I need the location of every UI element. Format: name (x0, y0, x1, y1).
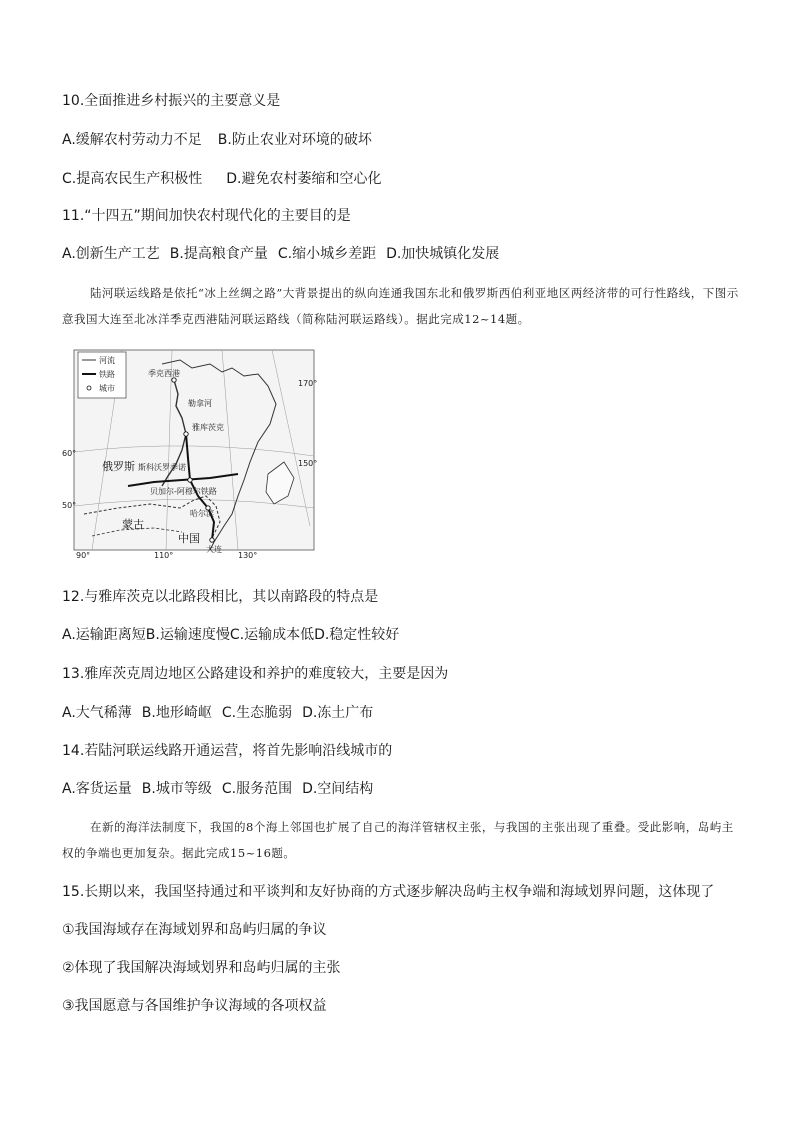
q10-options-row2 (62, 170, 381, 188)
label-lon-170: 170° (298, 379, 318, 388)
q10-options-row1 (62, 131, 372, 149)
q14-stem: 14.若陆河联运线路开通运营，将首先影响沿线城市的 (62, 743, 393, 759)
q12-option-b: B.运输速度慢 (145, 627, 230, 643)
label-lon-150: 150° (298, 459, 318, 468)
passage1-text: 陆河联运线路是依托“冰上丝绸之路”大背景提出的纵向连通我国东北和俄罗斯西伯利亚地区两经济带的可行性路线，下图示意我国大连至北冰洋季克西港陆河联运路线（简称陆河联运路线）。据此完成12~14题。 (62, 286, 739, 326)
passage2-text: 在新的海洋法制度下，我国的8个海上邻国也扩展了自己的海洋管辖权主张，与我国的主张出现了重叠。受此影响，岛屿主权的争端也更加复杂。据此完成15~16题。 (62, 820, 734, 860)
q13-stem: 13.雅库茨克周边地区公路建设和养护的难度较大，主要是因为 (62, 666, 449, 682)
q11-option-a: A.创新生产工艺 (62, 246, 160, 262)
q15-item-3: ③我国愿意与各国维护争议海域的各项权益 (62, 998, 327, 1014)
label-harbin: 哈尔滨 (190, 509, 214, 518)
q11-stem: 11.“十四五”期间加快农村现代化的主要目的是 (62, 208, 351, 224)
q15-item-1: ①我国海域存在海域划界和岛屿归属的争议 (62, 922, 327, 938)
label-skovorodino: 斯科沃罗季诺 (138, 463, 186, 472)
q10-stem: 10.全面推进乡村振兴的主要意义是 (62, 93, 281, 109)
q11-option-c: C.缩小城乡差距 (277, 246, 377, 262)
q14-option-d: D.空间结构 (302, 781, 374, 797)
label-yakutsk: 雅库茨克 (192, 423, 224, 432)
q15-item-2: ②体现了我国解决海域划界和岛屿归属的主张 (62, 960, 341, 976)
legend-river: 河流 (99, 356, 115, 365)
q10-option-a: A.缓解农村劳动力不足 (62, 132, 202, 148)
city-dot-skovorodino (188, 478, 192, 482)
legend-city: 城市 (99, 384, 115, 393)
label-lat-50: 50° (62, 501, 77, 510)
q14-options (62, 780, 373, 798)
label-lat-60: 60° (62, 449, 77, 458)
q11-option-d: D.加快城镇化发展 (386, 246, 500, 262)
q14-option-b: B.城市等级 (141, 781, 212, 797)
route-map-svg (62, 346, 322, 560)
label-lon-110: 110° (154, 551, 174, 560)
legend-rail: 铁路 (99, 370, 115, 379)
label-river: 勒拿河 (188, 399, 212, 408)
q14-option-a: A.客货运量 (62, 781, 132, 797)
label-dalian: 大连 (206, 545, 222, 554)
q13-option-a: A.大气稀薄 (62, 705, 132, 721)
q12-stem: 12.与雅库茨克以北路段相比，其以南路段的特点是 (62, 589, 379, 605)
q12-options (62, 626, 399, 644)
q11-options (62, 245, 499, 263)
label-china: 中国 (178, 532, 200, 545)
city-dot-port (172, 378, 176, 382)
q12-option-a: A.运输距离短 (62, 627, 146, 643)
route-map (62, 346, 322, 560)
q13-option-c: C.生态脆弱 (221, 705, 293, 721)
passage-maritime-law (62, 814, 742, 866)
q14-option-c: C.服务范围 (221, 781, 293, 797)
label-lon-130: 130° (238, 551, 258, 560)
label-mongolia: 蒙古 (122, 518, 144, 531)
label-russia: 俄罗斯 (102, 460, 135, 473)
q13-option-b: B.地形崎岖 (141, 705, 212, 721)
q10-option-d: D.避免农村萎缩和空心化 (226, 171, 382, 187)
passage-land-river-route (62, 280, 742, 332)
city-dot-yakutsk (184, 432, 188, 436)
label-lon-90: 90° (76, 551, 91, 560)
q13-option-d: D.冻土广布 (302, 705, 374, 721)
label-railway: 贝加尔-阿穆尔铁路 (150, 487, 217, 496)
q10-option-b: B.防止农业对环境的破坏 (217, 132, 372, 148)
q12-option-d: D.稳定性较好 (314, 627, 400, 643)
city-dot-dalian (210, 538, 214, 542)
label-port: 季克西港 (148, 369, 180, 378)
q11-option-b: B.提高粮食产量 (169, 246, 268, 262)
q10-option-c: C.提高农民生产积极性 (62, 171, 203, 187)
q12-option-c: C.运输成本低 (229, 627, 315, 643)
q13-options (62, 704, 373, 722)
q15-stem: 15.长期以来，我国坚持通过和平谈判和友好协商的方式逐步解决岛屿主权争端和海域划界问题，这体现了 (62, 884, 715, 900)
